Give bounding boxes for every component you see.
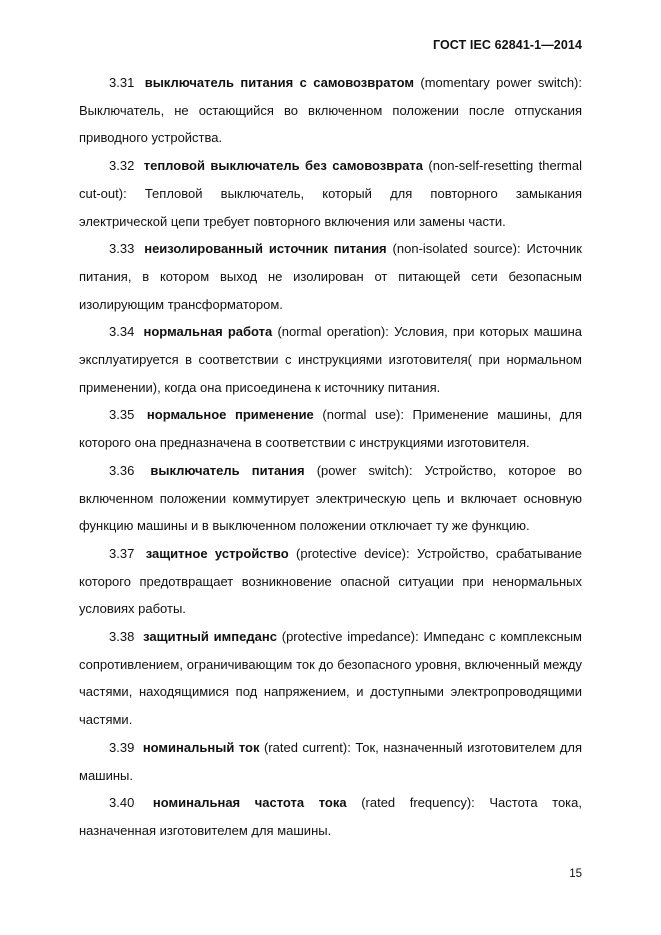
definition-text: (normal use): Применение машины, для которого она предназначена в соответствии с инструкциями изготовителя. [79, 407, 582, 451]
definition-3-33 [79, 235, 582, 318]
definition-text: (normal operation): Условия, при которых машина эксплуатируется в соответствии с инструкциями изготовителя( при нормальном применении), когда она присоединена к источнику питания. [79, 324, 582, 395]
definition-text: (protective impedance): Импеданс с комплексным сопротивлением, ограничивающим ток до безопасного уровня, включенный между частями, находящимися под напряжением, и доступными электропроводящими частями. [79, 629, 582, 728]
clause-number: 3.32 [109, 158, 135, 174]
term: нормальное применение [146, 407, 314, 423]
page-number: 15 [569, 868, 582, 880]
document-header: ГОСТ IEC 62841-1—2014 [432, 38, 582, 52]
definition-3-35 [79, 401, 582, 456]
clause-number: 3.35 [109, 407, 135, 423]
definition-3-36 [79, 457, 582, 540]
definition-text: (power switch): Устройство, которое во включенном положении коммутирует электрическую цепь и включает основную функцию машины и в выключенном положении отключает ту же функцию. [79, 462, 582, 534]
definition-3-32 [79, 152, 582, 235]
definition-text: (non-isolated source): Источник питания, в котором выход не изолирован от питающей сети безопасным изолирующим трансформатором. [79, 241, 582, 312]
definition-3-38 [79, 623, 582, 734]
definition-text: (protective device): Устройство, срабатывание которого предотвращает возникновение опасной ситуации при ненормальных условиях работы. [79, 545, 582, 617]
term: номинальный ток [142, 739, 260, 755]
clause-number: 3.38 [109, 629, 135, 645]
term: защитный импеданс [143, 629, 277, 645]
clause-number: 3.36 [109, 462, 135, 478]
term: номинальная частота тока [152, 795, 347, 811]
definition-3-34 [79, 318, 582, 401]
definition-3-37 [79, 540, 582, 623]
clause-number: 3.39 [109, 739, 135, 755]
clause-number: 3.40 [109, 795, 135, 811]
definition-text: (non-self-resetting thermal cut-out): Тепловой выключатель, который для повторного замыкания электрической цепи требует повторного включения или замены части. [79, 158, 582, 229]
definition-3-40 [79, 789, 582, 844]
definitions-section [79, 69, 582, 845]
term: защитное устройство [145, 545, 289, 561]
definition-text: (rated frequency): Частота тока, назначенная изготовителем для машины. [79, 795, 582, 838]
term: тепловой выключатель без самовозврата [143, 158, 424, 174]
definition-3-39 [79, 734, 582, 789]
definition-text: (momentary power switch): Выключатель, не остающийся во включенном положении после отпускания приводного устройства. [79, 75, 582, 146]
clause-number: 3.31 [109, 75, 135, 90]
clause-number: 3.34 [109, 324, 135, 340]
term: нормальная работа [143, 324, 273, 340]
definition-3-31 [79, 69, 582, 152]
term: неизолированный источник питания [144, 241, 387, 257]
clause-number: 3.37 [109, 545, 135, 561]
definition-text: (rated current): Ток, назначенный изготовителем для машины. [79, 739, 582, 783]
clause-number: 3.33 [109, 241, 135, 257]
term: выключатель питания [150, 462, 305, 478]
term: выключатель питания с самовозвратом [144, 75, 415, 90]
